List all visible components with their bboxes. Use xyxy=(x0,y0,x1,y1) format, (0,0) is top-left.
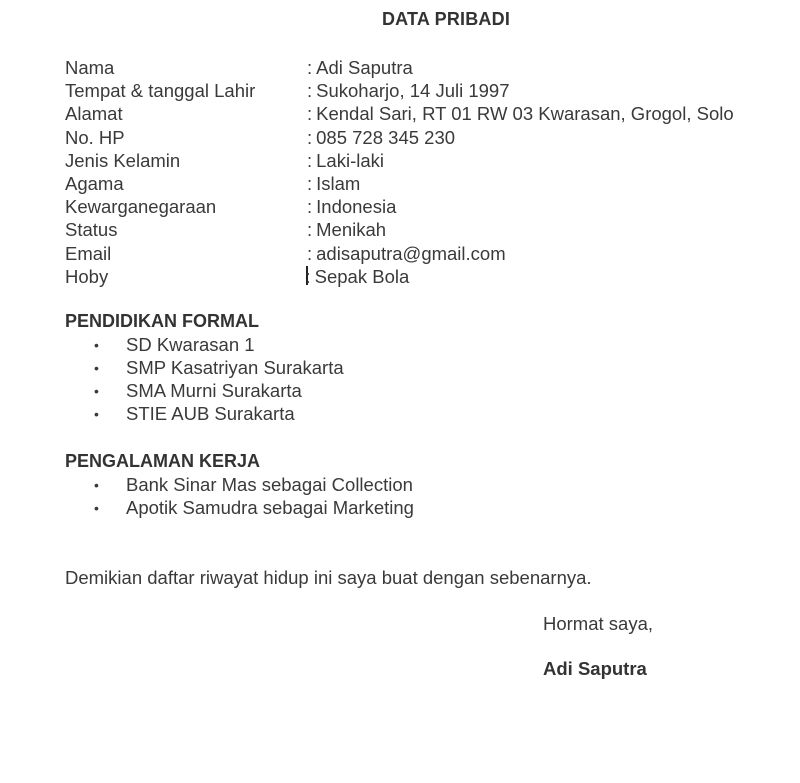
bullet-icon: • xyxy=(94,337,99,353)
row-no-hp xyxy=(65,127,795,150)
bullet-icon: • xyxy=(94,360,99,376)
row-label: Alamat xyxy=(65,103,123,125)
row-tempat-tanggal-lahir xyxy=(65,80,795,103)
row-email xyxy=(65,243,795,266)
list-item xyxy=(65,474,414,497)
list-item xyxy=(65,403,344,426)
row-agama xyxy=(65,173,795,196)
bullet-icon: • xyxy=(94,500,99,516)
page-title: DATA PRIBADI xyxy=(381,9,511,29)
row-label: Tempat & tanggal Lahir xyxy=(65,80,256,102)
row-label: Nama xyxy=(65,57,115,78)
row-separator: : xyxy=(307,80,313,102)
list-item xyxy=(65,334,344,357)
row-label: Agama xyxy=(65,172,124,194)
row-label: Kewarganegaraan xyxy=(65,196,217,218)
list-item-text: SMP Kasatriyan Surakarta xyxy=(126,357,344,378)
bullet-icon: • xyxy=(94,477,99,493)
row-separator: : xyxy=(307,219,313,241)
row-separator: : xyxy=(307,242,313,264)
row-separator: : xyxy=(307,103,313,125)
row-label: Status xyxy=(65,219,118,241)
row-value: Sepak Bola xyxy=(314,265,410,287)
row-separator: : xyxy=(307,57,313,78)
education-list xyxy=(65,334,344,426)
experience-heading: PENGALAMAN KERJA xyxy=(65,451,261,471)
list-item-text: Apotik Samudra sebagai Marketing xyxy=(126,497,414,518)
education-heading: PENDIDIKAN FORMAL xyxy=(65,311,259,331)
signature-name: Adi Saputra xyxy=(543,658,647,679)
list-item xyxy=(65,497,414,520)
row-nama xyxy=(65,57,795,80)
row-separator: : xyxy=(307,172,313,194)
row-kewarganegaraan xyxy=(65,196,795,219)
row-label: No. HP xyxy=(65,126,125,148)
list-item-text: SD Kwarasan 1 xyxy=(126,334,255,355)
row-alamat xyxy=(65,103,795,126)
row-value: Kendal Sari, RT 01 RW 03 Kwarasan, Grogol, Solo xyxy=(316,103,734,125)
list-item-text: Bank Sinar Mas sebagai Collection xyxy=(126,474,413,495)
row-label: Hoby xyxy=(65,265,109,287)
list-item xyxy=(65,357,344,380)
list-item-text: STIE AUB Surakarta xyxy=(126,403,295,424)
row-label: Email xyxy=(65,242,112,264)
row-separator: : xyxy=(305,265,311,287)
personal-data-table xyxy=(65,57,795,289)
row-separator: : xyxy=(307,149,313,171)
row-value: Islam xyxy=(316,172,361,194)
row-separator: : xyxy=(307,196,313,218)
experience-list xyxy=(65,474,414,520)
row-value: Indonesia xyxy=(316,196,397,218)
row-hoby xyxy=(65,266,795,289)
row-value: Menikah xyxy=(316,219,387,241)
closing-statement: Demikian daftar riwayat hidup ini saya buat dengan sebenarnya. xyxy=(65,567,592,588)
row-value: Adi Saputra xyxy=(316,57,413,78)
row-jenis-kelamin xyxy=(65,150,795,173)
row-separator: : xyxy=(307,126,313,148)
bullet-icon: • xyxy=(94,406,99,422)
regards-text: Hormat saya, xyxy=(543,613,654,634)
row-label: Jenis Kelamin xyxy=(65,149,181,171)
row-value: adisaputra@gmail.com xyxy=(316,242,506,264)
bullet-icon: • xyxy=(94,383,99,399)
row-value: Sukoharjo, 14 Juli 1997 xyxy=(316,80,510,102)
list-item-text: SMA Murni Surakarta xyxy=(126,380,302,401)
list-item xyxy=(65,380,344,403)
row-status xyxy=(65,219,795,242)
row-value: 085 728 345 230 xyxy=(316,126,456,148)
row-value: Laki-laki xyxy=(316,149,384,171)
